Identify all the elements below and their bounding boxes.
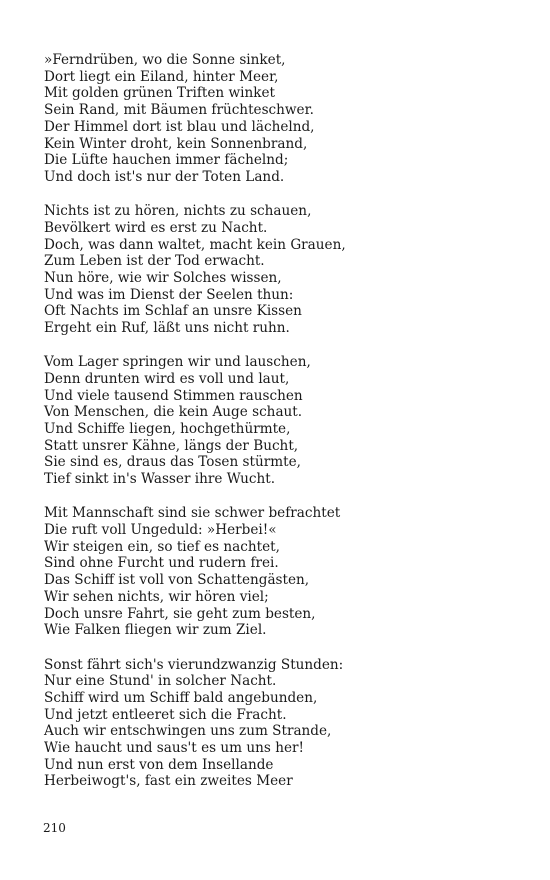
poem-line: Ergeht ein Ruf, läßt uns nicht ruhn.: [44, 320, 290, 337]
poem-line: Sonst fährt sich's vierundzwanzig Stunden:: [44, 656, 344, 673]
page-number: 210: [43, 821, 66, 835]
poem-line: Mit Mannschaft sind sie schwer befrachtet: [44, 505, 341, 522]
poem-line: Und jetzt entleeret sich die Fracht.: [44, 706, 287, 723]
poem-line: Und doch ist's nur der Toten Land.: [44, 168, 285, 185]
poem-line: »Ferndrüben, wo die Sonne sinket,: [44, 52, 286, 68]
poem-line: Die ruft voll Ungeduld: »Herbei!«: [44, 522, 277, 539]
poem-line: Wie Falken fliegen wir zum Ziel.: [44, 622, 267, 639]
poem-line: Wir sehen nichts, wir hören viel;: [44, 588, 269, 605]
poem-line: Herbeiwogt's, fast ein zweites Meer: [44, 773, 293, 790]
poem-line: Von Menschen, die kein Auge schaut.: [44, 404, 303, 421]
poem-line: Denn drunten wird es voll und laut,: [44, 370, 290, 387]
poem-line: Zum Leben ist der Tod erwacht.: [44, 253, 265, 270]
poem-line: Nur eine Stund' in solcher Nacht.: [44, 673, 277, 690]
poem-line: Und Schiffe liegen, hochgethürmte,: [44, 421, 291, 438]
poem-line: Nichts ist zu hören, nichts zu schauen,: [44, 203, 312, 220]
poem-line: Die Lüfte hauchen immer fächelnd;: [44, 152, 289, 169]
poem-line: Tief sinkt in's Wasser ihre Wucht.: [44, 471, 276, 488]
poem-line: Wie haucht und saus't es um uns her!: [44, 740, 304, 757]
poem-line: Vom Lager springen wir und lauschen,: [44, 354, 311, 371]
poem-line: Bevölkert wird es erst zu Nacht.: [44, 219, 268, 236]
poem-line: Dort liegt ein Eiland, hinter Meer,: [44, 68, 279, 85]
stanza: [44, 657, 524, 791]
poem-line: Und viele tausend Stimmen rauschen: [44, 387, 303, 404]
poem-text: [44, 52, 524, 808]
stanza: [44, 505, 524, 639]
poem-line: Sind ohne Furcht und rudern frei.: [44, 555, 279, 572]
poem-line: Und was im Dienst der Seelen thun:: [44, 286, 294, 303]
poem-line: Sie sind es, draus das Tosen stürmte,: [44, 454, 301, 471]
stanza: [44, 354, 524, 488]
poem-line: Der Himmel dort ist blau und lächelnd,: [44, 118, 315, 135]
poem-line: Schiff wird um Schiff bald angebunden,: [44, 689, 318, 706]
poem-line: Oft Nachts im Schlaf an unsre Kissen: [44, 303, 302, 320]
poem-line: Auch wir entschwingen uns zum Strande,: [44, 723, 332, 740]
poem-line: Nun höre, wie wir Solches wissen,: [44, 269, 282, 286]
poem-line: Sein Rand, mit Bäumen früchteschwer.: [44, 102, 314, 119]
poem-line: Wir steigen ein, so tief es nachtet,: [44, 538, 280, 555]
poem-line: Und nun erst von dem Insellande: [44, 756, 274, 773]
poem-line: Statt unsrer Kähne, längs der Bucht,: [44, 437, 299, 454]
poem-line: Mit golden grünen Triften winket: [44, 85, 275, 102]
stanza: [44, 52, 524, 186]
poem-line: Doch unsre Fahrt, sie geht zum besten,: [44, 605, 316, 622]
poem-line: Doch, was dann waltet, macht kein Grauen,: [44, 236, 346, 253]
stanza: [44, 203, 524, 337]
poem-line: Kein Winter droht, kein Sonnenbrand,: [44, 135, 308, 152]
poem-line: Das Schiff ist voll von Schattengästen,: [44, 572, 310, 589]
